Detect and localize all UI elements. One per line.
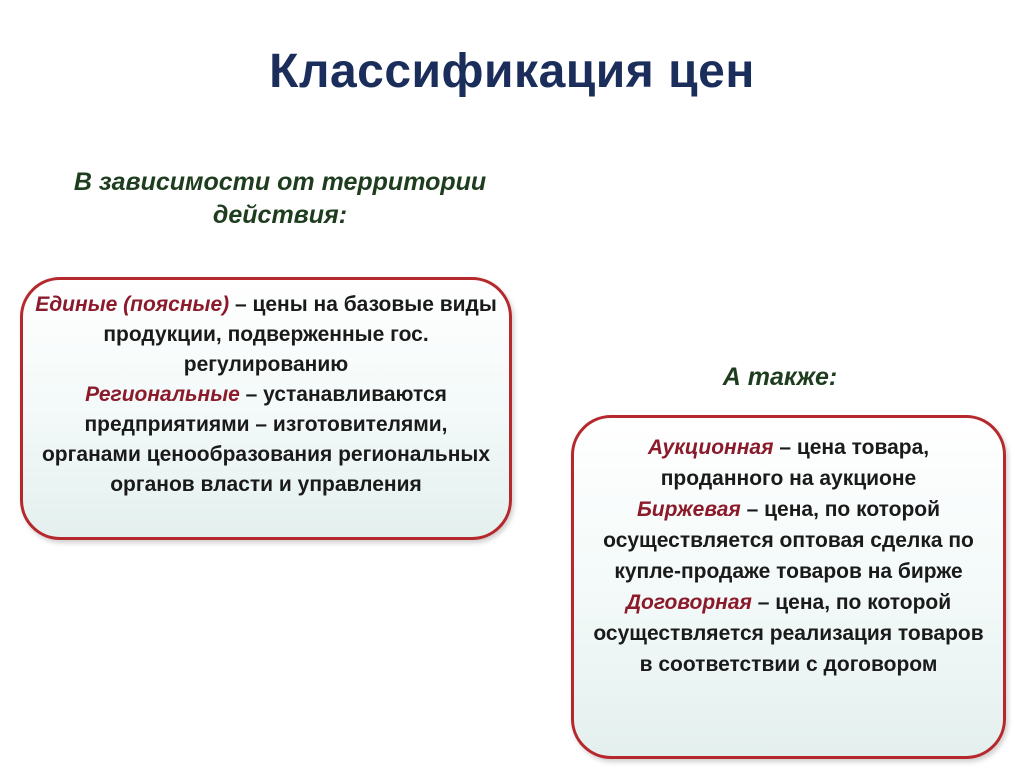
definition-entry-auction — [584, 432, 993, 494]
definition-entry-contract — [584, 587, 993, 680]
definition-contract: – цена, по которой осуществляется реализация товаров в соответствии с договором — [593, 591, 984, 676]
right-definition-text — [584, 432, 993, 680]
definition-entry-unified — [35, 290, 497, 380]
left-section-heading: В зависимости от территории действия: — [73, 168, 487, 229]
term-auction: Аукционная — [647, 436, 774, 459]
definition-unified: – цены на базовые виды продукции, подверженные гос. регулированию — [103, 293, 497, 376]
term-regional: Региональные — [85, 383, 240, 406]
left-definition-text — [35, 290, 497, 500]
definition-auction: – цена товара, проданного на аукционе — [660, 436, 930, 490]
slide-title: Классификация цен — [269, 45, 755, 98]
term-unified: Единые (поясные) — [35, 293, 230, 316]
right-section-heading: А также: — [722, 363, 838, 391]
definition-regional: – устанавливаются предприятиями – изготовителями, органами ценообразования региональных органов власти и управления — [41, 383, 491, 496]
term-contract: Договорная — [625, 591, 752, 614]
definition-entry-exchange — [584, 494, 993, 587]
term-exchange: Биржевая — [636, 498, 741, 521]
definition-exchange: – цена, по которой осуществляется оптовая сделка по купле-продаже товаров на бирже — [603, 498, 974, 583]
right-definition-box — [571, 415, 1006, 759]
definition-entry-regional — [35, 380, 497, 500]
left-definition-box — [20, 277, 512, 540]
